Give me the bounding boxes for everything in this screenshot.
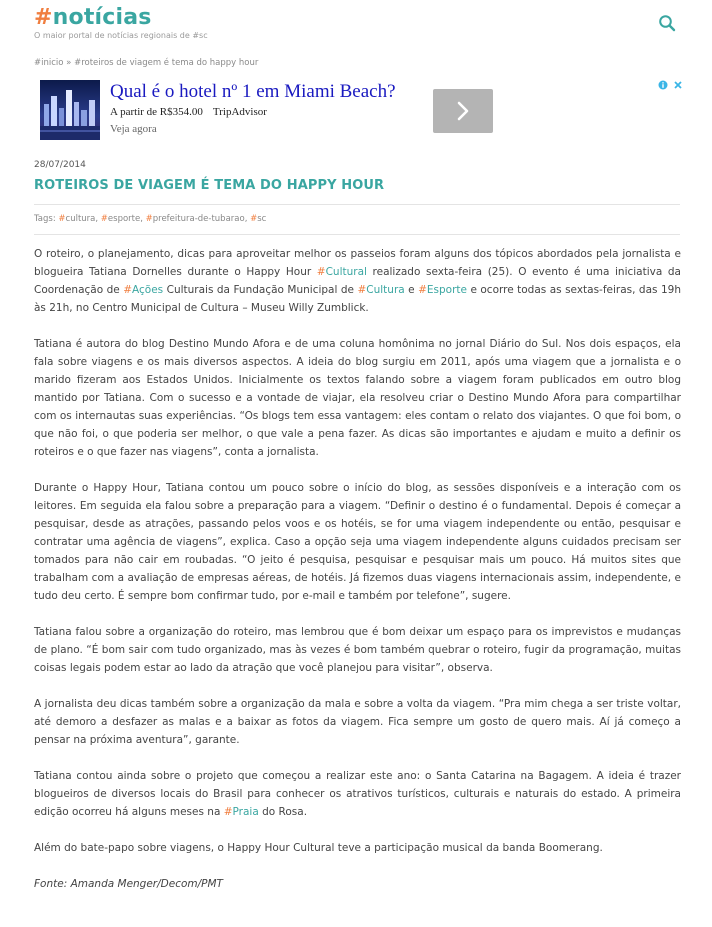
breadcrumb-current: #roteiros de viagem é tema do happy hour — [74, 58, 259, 68]
article-title: ROTEIROS DE VIAGEM É TEMA DO HAPPY HOUR — [34, 178, 385, 193]
breadcrumb-separator: » — [66, 58, 72, 68]
tag-link[interactable]: #prefeitura-de-tubarao — [145, 214, 245, 224]
site-logo[interactable]: #notícias — [34, 5, 152, 30]
tags-label: Tags: — [34, 214, 59, 224]
tag-link-esporte[interactable]: #Esporte — [418, 284, 467, 296]
search-icon — [658, 14, 676, 32]
ad-subline — [110, 106, 267, 118]
ad-brand: TripAdvisor — [212, 106, 267, 118]
ad-price: A partir de R$354.00 — [110, 106, 203, 118]
miami-skyline-image — [40, 80, 100, 140]
article-paragraph: Além do bate-papo sobre viagens, o Happy Hour Cultural teve a participação musical da banda Boomerang. — [34, 842, 603, 854]
ad-next-button[interactable] — [433, 89, 493, 133]
article-paragraph: Tatiana falou sobre a organização do roteiro, mas lembrou que é bom deixar um espaço para os imprevistos e mudanças de plano. “É bom sair com tudo organizado, mas às vezes é bom também quebrar o roteiro, fugir da programação, muitas coisas legais podem estar ao lado da atração que você planejou para visitar”, observa. — [34, 626, 681, 674]
breadcrumb-home-link[interactable]: #inicio — [34, 58, 64, 68]
logo-text: notícias — [52, 5, 152, 30]
chevron-right-icon — [433, 89, 493, 133]
article-paragraph: Tatiana é autora do blog Destino Mundo Afora e de uma coluna homônima no jornal Diário do Sul. Nos dois espaços, ela fala sobre viagens e os mais diversos aspectos. A ideia do blog surgiu em 2011, após uma viagem que a jornalista e o marido fizeram aos Estados Unidos. Inicialmente os textos falando sobre a viagem foram publicados em outro blog mantido por Tatiana. Com o sucesso e a vontade de viajar, ela resolveu criar o Destino Mundo Afora para compartilhar com os internautas suas experiências. “Os blogs tem essa vantagem: eles contam o relato dos viajantes. O que foi bom, o que não foi, o que poderia ser melhor, o que vale a pena fazer. As dicas são importantes e ajudam e muito a definir os roteiros e o que fazer nas viagens”, conta a jornalista. — [34, 338, 681, 458]
ad-close-icon — [673, 80, 683, 90]
ad-cta[interactable]: Veja agora — [110, 123, 157, 135]
ad-info-icon — [658, 80, 668, 90]
tag-link-cultura[interactable]: #Cultura — [357, 284, 405, 296]
breadcrumb — [34, 58, 258, 68]
article-paragraph: A jornalista deu dicas também sobre a organização da mala e sobre a volta da viagem. “Pra mim chega a ser triste voltar, até demoro a desfazer as malas e a baixar as fotos da viagem. Fica sempre um gosto de quero mais. Aí já começo a pensar na próxima aventura”, garante. — [34, 698, 681, 746]
advertisement[interactable] — [40, 80, 685, 140]
article-body — [34, 245, 681, 911]
article-paragraph: O roteiro, o planejamento, dicas para aproveitar melhor os passeios foram alguns dos tópicos abordados pela jornalista e blogueira Tatiana Dornelles durante o Happy Hour #Cultural realizado sexta-feira (25). O evento é uma iniciativa da Coordenação de #Ações Culturais da Fundação Municipal de #Cultura e #Esporte e ocorre todas as sextas-feiras, das 19h às 21h, no Centro Municipal de Cultura – Museu Willy Zumblick. — [34, 248, 681, 314]
article-tags: Tags: #cultura, #esporte, #prefeitura-de-tubarao, #sc — [34, 214, 267, 224]
ad-headline-link[interactable]: Qual é o hotel nº 1 em Miami Beach? — [110, 81, 396, 102]
tag-link-praia[interactable]: #Praia — [223, 806, 259, 818]
tag-link[interactable]: #cultura — [58, 214, 96, 224]
ad-choices[interactable] — [658, 80, 683, 90]
search-button[interactable] — [658, 14, 676, 32]
article-source: Fonte: Amanda Menger/Decom/PMT — [34, 878, 223, 890]
site-header — [34, 4, 684, 44]
site-tagline: O maior portal de notícias regionais de #sc — [34, 31, 208, 40]
tag-link-acoes[interactable]: #Ações — [123, 284, 164, 296]
tag-link[interactable]: #sc — [250, 214, 267, 224]
tags-divider — [34, 234, 680, 235]
tag-link-cultural[interactable]: #Cultural — [316, 266, 367, 278]
tag-link[interactable]: #esporte — [100, 214, 141, 224]
article-date: 28/07/2014 — [34, 160, 86, 170]
article-paragraph: Durante o Happy Hour, Tatiana contou um pouco sobre o início do blog, as sessões disponíveis e a interação com os leitores. Em seguida ela falou sobre a preparação para a viagem. “Definir o destino é o fundamental. Depois é começar a pesquisar, desde as atrações, passando pelos voos e os hotéis, se for uma viagem independente ou então, pesquisar e contratar uma agência de viagens”, explica. Caso a opção seja uma viagem independente alguns cuidados precisam ser tomados para não cair em roubadas. “O jeito é pesquisa, pesquisar e pesquisar mais um pouco. Há muitos sites que trabalham com a avaliação de empresas aéreas, de hotéis. Já fizemos duas viagens internacionais assim, independente, e tudo deu certo. É sempre bom confirmar tudo, por e-mail e também por telefone”, sugere. — [34, 482, 681, 602]
ad-thumbnail[interactable] — [40, 80, 100, 140]
article-paragraph: Tatiana contou ainda sobre o projeto que começou a realizar este ano: o Santa Catarina na Bagagem. A ideia é trazer blogueiros de diversos locais do Brasil para conhecer os atrativos turísticos, culturais e naturais do estado. A primeira edição ocorreu há alguns meses na #Praia do Rosa. — [34, 770, 681, 818]
title-divider — [34, 204, 680, 205]
